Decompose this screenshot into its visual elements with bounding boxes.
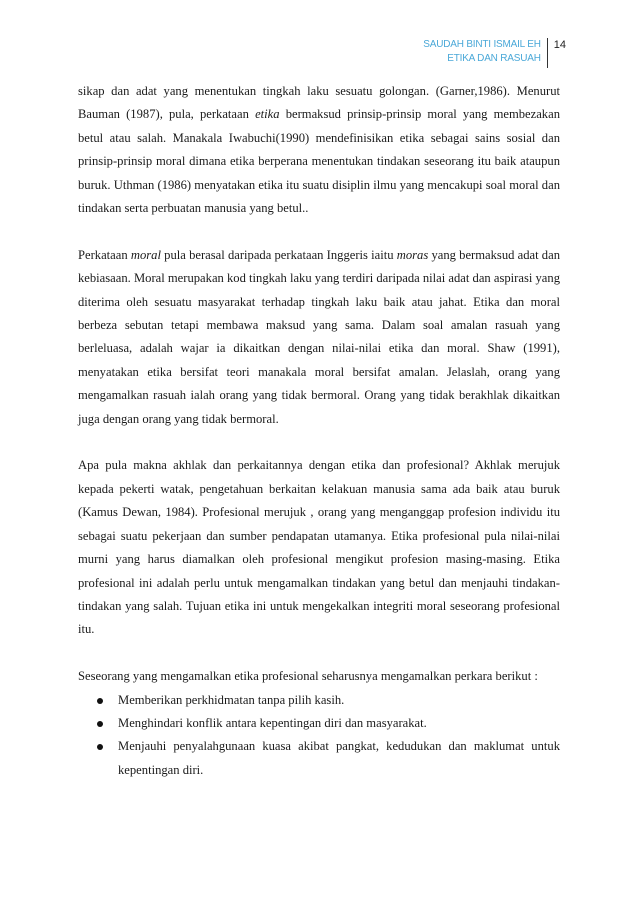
paragraph-akhlak: Apa pula makna akhlak dan perkaitannya dengan etika dan profesional? Akhlak merujuk kepada pekerti watak, pengetahuan berkaitan kelakuan manusia sama ada baik atau buruk (Kamus Dewan, 1984). Profesional merujuk , orang yang menganggap profesion individu itu sebagai suatu pekerjaan dan sumber pendapatan utamanya. Etika profesional pula nilai-nilai murni yang harus diamalkan oleh profesional mengikut profesion masing-masing. Etika profesional ini adalah perlu untuk mengamalkan tindakan yang betul dan menjauhi tindakan-tindakan yang salah. Tujuan etika ini untuk mengekalkan integriti moral seseorang profesional itu. xyxy=(78,458,560,637)
bullet-list xyxy=(78,689,560,783)
paragraph-moral-text-2: pula berasal daripada perkataan Inggeris iaitu xyxy=(160,247,397,262)
paragraph-gap xyxy=(78,220,560,243)
paragraph-intro-list: Seseorang yang mengamalkan etika profesional seharusnya mengamalkan perkara berikut : xyxy=(78,669,538,684)
bullet-icon xyxy=(97,744,103,750)
list-item-text: Menjauhi penyalahgunaan kuasa akibat pangkat, kedudukan dan maklumat untuk kepentingan diri. xyxy=(118,739,560,777)
paragraph-moral-text-3: yang bermaksud adat dan kebiasaan. Moral merupakan kod tingkah laku yang terdiri daripada nilai adat dan aspirasi yang diterima oleh sesuatu masyarakat terhadap tingkah laku baik atau jahat. Etika dan moral berbeza sebutan tetapi membawa maksud yang sama. Dalam soal amalan rasuah yang berleluasa, adalah wajar ia dikaitkan dengan nilai-nilai etika dan moral. Shaw (1991), menyatakan etika bersifat teori manakala moral bersifat amalan. Jelaslah, orang yang mengamalkan rasuah ialah orang yang tidak bermoral. Orang yang tidak berakhlak dikaitkan juga dengan orang yang tidak bermoral. xyxy=(78,247,560,426)
list-item xyxy=(78,689,560,712)
bullet-icon xyxy=(97,721,103,727)
header-topic: ETIKA DAN RASUAH xyxy=(447,53,541,64)
page-header xyxy=(423,38,566,68)
paragraph-gap xyxy=(78,431,560,454)
term-etika: etika xyxy=(255,107,280,122)
paragraph-moral-text-1: Perkataan xyxy=(78,247,131,262)
list-item-text: Menghindari konflik antara kepentingan diri dan masyarakat. xyxy=(118,715,427,730)
term-moras: moras xyxy=(396,247,429,262)
document-body xyxy=(78,80,560,782)
paragraph-gap xyxy=(78,642,560,665)
paragraph-moral xyxy=(78,244,560,431)
header-text xyxy=(423,38,546,68)
paragraph-etika xyxy=(78,80,560,220)
paragraph-etika-text-2: bermaksud prinsip-prinsip moral yang membezakan betul atau salah. Manakala Iwabuchi(1990) mendefinisikan etika sebagai sains sosial dan prinsip-prinsip moral dimana etika berperana menentukan tindakan seseorang itu baik ataupun buruk. Uthman (1986) menyatakan etika itu suatu disiplin ilmu yang mencakupi soal moral dan tindakan serta perbuatan manusia yang betul.. xyxy=(78,107,560,216)
header-author: SAUDAH BINTI ISMAIL EH xyxy=(423,39,541,50)
term-moral: moral xyxy=(130,247,161,262)
list-item-text: Memberikan perkhidmatan tanpa pilih kasih. xyxy=(118,692,345,707)
paragraph-etika-text-1: sikap dan adat yang menentukan tingkah laku sesuatu golongan. (Garner,1986). Menurut Bauman (1987), pula, perkataan xyxy=(78,84,560,122)
list-item xyxy=(78,735,560,782)
page-number: 14 xyxy=(553,39,566,51)
bullet-icon xyxy=(97,698,103,704)
list-item xyxy=(78,712,560,735)
